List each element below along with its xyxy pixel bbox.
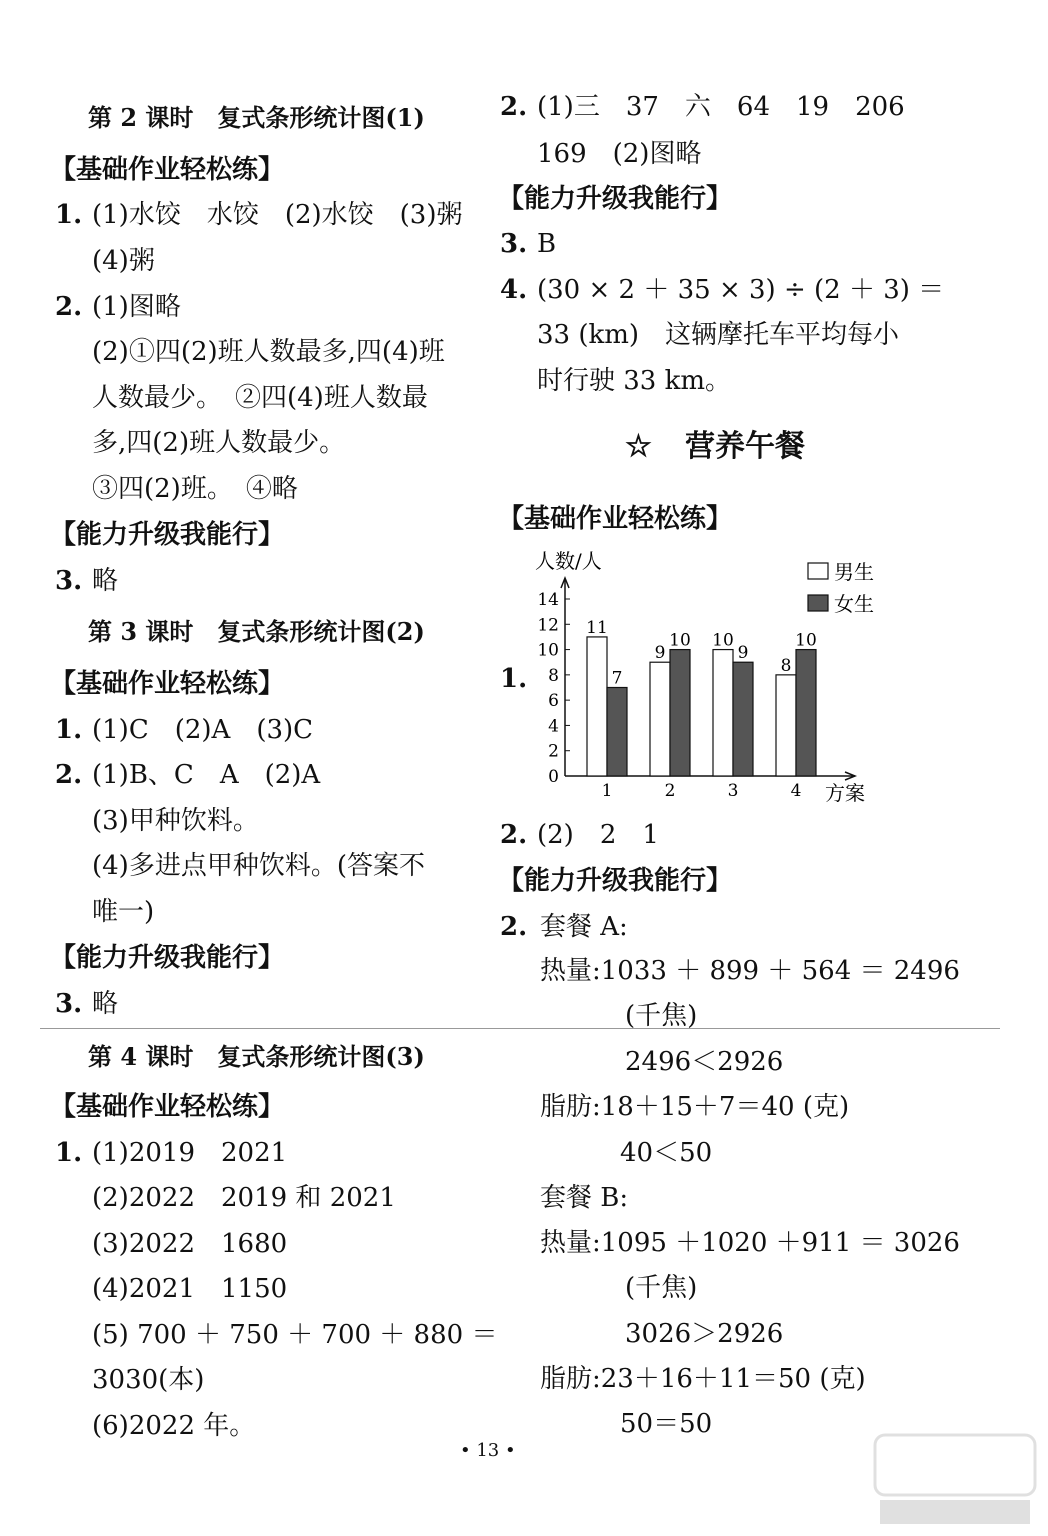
y-tick-label: 0	[548, 767, 559, 787]
q2-answer-line4: 多,四(2)班人数最少。	[92, 428, 346, 458]
x-tick-label: 4	[790, 781, 802, 801]
l3-q2-answer-line3: (4)多进点甲种饮料。(答案不	[92, 851, 425, 881]
q1-number: 1.	[55, 200, 83, 230]
meal-b-calories-unit: (千焦)	[625, 1273, 698, 1303]
r-q2-line2: 169 (2)图略	[537, 139, 702, 169]
r-q2-line1: (1)三 37 六 64 19 206	[537, 92, 905, 122]
legend-swatch-boys	[808, 563, 828, 579]
l3-q3-number: 3.	[55, 989, 83, 1019]
y-axis-label: 人数/人	[535, 549, 602, 573]
meal-b-calories: 热量:1095 ＋1020 ＋911 ＝ 3026	[540, 1228, 960, 1258]
star-icon: ☆	[625, 429, 652, 464]
r-q2-2-number: 2.	[500, 820, 528, 850]
meal-b-calories-compare: 3026＞2926	[625, 1319, 784, 1349]
watermark-logo	[870, 1430, 1040, 1530]
bar-boys	[776, 675, 796, 776]
l4-q1-line2: (2)2022 2019 和 2021	[92, 1183, 396, 1213]
meal-a-calories-compare: 2496＜2926	[625, 1047, 784, 1077]
r-q4-line3: 时行驶 33 km。	[537, 366, 732, 396]
l4-q1-line6: 3030(本)	[92, 1365, 205, 1395]
q2-number: 2.	[55, 292, 83, 322]
x-axis-label: 方案	[825, 781, 865, 805]
meal-a-calories-unit: (千焦)	[625, 1001, 698, 1031]
bar-value-label: 9	[654, 643, 666, 664]
meal-b-label: 套餐 B:	[540, 1183, 629, 1213]
lesson4-basic-heading: 【基础作业轻松练】	[50, 1092, 285, 1122]
q2-answer-line5: ③四(2)班。 ④略	[92, 474, 298, 504]
q1-answer-line2: (4)粥	[92, 246, 155, 276]
l3-q2-number: 2.	[55, 760, 83, 790]
bar-girls	[607, 688, 627, 777]
section-divider	[40, 1028, 1000, 1029]
meal-b-fat: 脂肪:23＋16＋11＝50 (克)	[540, 1364, 866, 1394]
lesson2-title: 第 2 课时 复式条形统计图(1)	[88, 103, 425, 132]
bar-value-label: 9	[737, 643, 749, 664]
legend-label-boys: 男生	[834, 560, 874, 584]
q3-number: 3.	[55, 566, 83, 596]
x-tick-label: 2	[664, 781, 676, 801]
r-advanced-heading-2: 【能力升级我能行】	[498, 866, 733, 896]
meal-a-fat-compare: 40＜50	[620, 1138, 713, 1168]
r-q4-number: 4.	[500, 275, 528, 305]
bar-chart	[520, 540, 880, 810]
bar-value-label: 10	[795, 630, 817, 651]
bar-value-label: 10	[669, 630, 691, 651]
l3-q2-answer-line4: 唯一)	[92, 897, 155, 927]
r-q3-number: 3.	[500, 229, 528, 259]
y-tick-label: 14	[537, 590, 559, 610]
bar-value-label: 7	[611, 668, 623, 689]
x-tick-label: 1	[601, 781, 613, 801]
meal-a-calories: 热量:1033 ＋ 899 ＋ 564 ＝ 2496	[540, 956, 960, 986]
lesson3-basic-heading: 【基础作业轻松练】	[50, 669, 285, 699]
legend-label-girls: 女生	[834, 592, 874, 616]
q2-answer-line2: (2)①四(2)班人数最多,四(4)班	[92, 337, 445, 367]
q2-answer-line1: (1)图略	[92, 292, 181, 322]
r-advanced-heading-1: 【能力升级我能行】	[498, 184, 733, 214]
q3-answer: 略	[92, 566, 119, 596]
page-number: • 13 •	[460, 1440, 516, 1461]
l3-q3-answer: 略	[92, 989, 119, 1019]
lesson3-title: 第 3 课时 复式条形统计图(2)	[88, 617, 425, 646]
l3-q1-answer: (1)C (2)A (3)C	[92, 715, 314, 745]
l4-q1-line5: (5) 700 ＋ 750 ＋ 700 ＋ 880 ＝	[92, 1320, 498, 1350]
meal-a-fat: 脂肪:18＋15＋7＝40 (克)	[540, 1092, 850, 1122]
bar-girls	[733, 662, 753, 776]
lesson3-advanced-heading: 【能力升级我能行】	[50, 943, 285, 973]
nutrition-section-title: 营养午餐	[685, 429, 805, 464]
r-q3-answer: B	[537, 229, 557, 259]
legend-swatch-girls	[808, 595, 828, 611]
q2-answer-line3: 人数最少。 ②四(4)班人数最	[92, 383, 428, 413]
lesson2-advanced-heading: 【能力升级我能行】	[50, 520, 285, 550]
r-q4-line1: (30 × 2 ＋ 35 × 3) ÷ (2 ＋ 3) ＝	[537, 275, 945, 305]
y-tick-label: 2	[548, 741, 559, 762]
l3-q1-number: 1.	[55, 715, 83, 745]
lesson2-basic-heading: 【基础作业轻松练】	[50, 155, 285, 185]
bar-value-label: 8	[780, 655, 792, 676]
bar-boys	[713, 650, 733, 776]
q1-answer-line1: (1)水饺 水饺 (2)水饺 (3)粥	[92, 200, 463, 230]
r-basic-heading: 【基础作业轻松练】	[498, 504, 733, 534]
y-tick-label: 8	[548, 665, 559, 686]
l4-q1-line3: (3)2022 1680	[92, 1229, 288, 1259]
bar-girls	[796, 650, 816, 776]
y-tick-label: 12	[537, 615, 559, 636]
y-tick-label: 6	[548, 691, 559, 712]
l4-q1-line4: (4)2021 1150	[92, 1274, 288, 1304]
bar-girls	[670, 650, 690, 776]
x-tick-label: 3	[727, 781, 739, 801]
r-chart-question-number: 1.	[500, 664, 528, 694]
bar-value-label: 10	[712, 630, 734, 651]
r-q4-line2: 33 (km) 这辆摩托车平均每小	[537, 320, 900, 350]
l4-q1-line7: (6)2022 年。	[92, 1411, 256, 1441]
r-q2-2-answer: (2) 2 1	[537, 820, 659, 850]
bar-boys	[587, 637, 607, 776]
y-tick-label: 10	[537, 640, 559, 661]
l4-q1-line1: (1)2019 2021	[92, 1138, 288, 1168]
lesson4-title: 第 4 课时 复式条形统计图(3)	[88, 1042, 425, 1071]
r-q2-number: 2.	[500, 92, 528, 122]
meal-a-label: 套餐 A:	[540, 912, 628, 942]
l3-q2-answer-line1: (1)B、C A (2)A	[92, 760, 321, 790]
y-tick-label: 4	[548, 716, 559, 737]
bar-value-label: 11	[586, 617, 608, 638]
meal-b-fat-compare: 50＝50	[620, 1409, 713, 1439]
l4-q1-number: 1.	[55, 1138, 83, 1168]
l3-q2-answer-line2: (3)甲种饮料。	[92, 806, 259, 836]
r-s2-number: 2.	[500, 912, 528, 942]
bar-boys	[650, 662, 670, 776]
